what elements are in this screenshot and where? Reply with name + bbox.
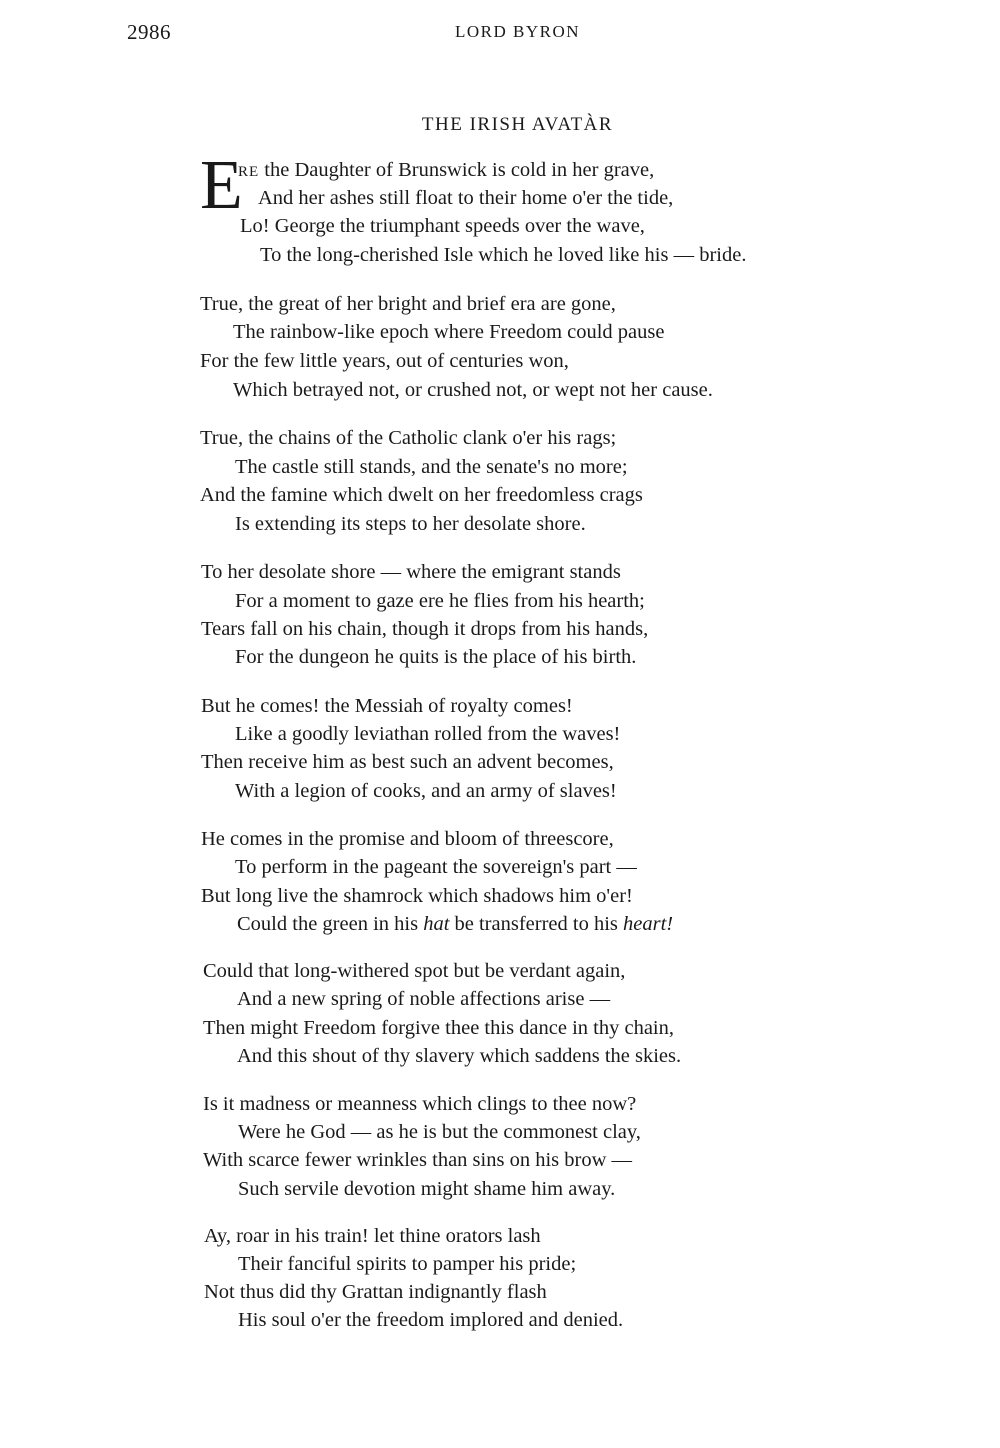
poem-line: Tears fall on his chain, though it drops from his hands, xyxy=(201,618,649,640)
poem-line: For a moment to gaze ere he flies from his hearth; xyxy=(235,590,645,612)
running-head: LORD BYRON xyxy=(454,22,581,41)
poem-line: And this shout of thy slavery which saddens the skies. xyxy=(237,1045,682,1067)
poem-line: His soul o'er the freedom implored and denied. xyxy=(238,1309,624,1331)
poem-line: Were he God — as he is but the commonest clay, xyxy=(238,1121,641,1143)
poem-line: He comes in the promise and bloom of threescore, xyxy=(201,828,614,850)
line-text: the Daughter of Brunswick is cold in her grave, xyxy=(259,159,655,181)
italic-word: heart! xyxy=(623,913,674,935)
poem-line: And a new spring of noble affections arise — xyxy=(237,988,611,1010)
poem-line xyxy=(238,156,654,186)
poem-line: Such servile devotion might shame him away. xyxy=(238,1178,616,1200)
poem-line: Their fanciful spirits to pamper his pride; xyxy=(238,1253,577,1275)
poem-line: And her ashes still float to their home o'er the tide, xyxy=(258,187,674,209)
poem-line: True, the great of her bright and brief era are gone, xyxy=(200,293,616,315)
poem-line: Like a goodly leviathan rolled from the waves! xyxy=(235,723,621,745)
page-number: 2986 xyxy=(127,20,171,44)
line-text: be transferred to his xyxy=(449,913,624,935)
poem-line: Ay, roar in his train! let thine orators lash xyxy=(204,1225,541,1247)
poem-line: Not thus did thy Grattan indignantly flash xyxy=(204,1281,547,1303)
poem-line: True, the chains of the Catholic clank o'er his rags; xyxy=(200,427,617,449)
poem-line: Lo! George the triumphant speeds over the wave, xyxy=(240,215,645,237)
poem-line: The rainbow-like epoch where Freedom could pause xyxy=(233,321,665,343)
poem-line: To the long-cherished Isle which he loved like his — bride. xyxy=(260,244,747,266)
poem-line: To perform in the pageant the sovereign's part — xyxy=(235,856,637,878)
poem-line: For the dungeon he quits is the place of his birth. xyxy=(235,646,637,668)
poem-line: For the few little years, out of centuries won, xyxy=(200,350,569,372)
poem-line: Is it madness or meanness which clings to thee now? xyxy=(203,1093,637,1115)
poem-line: To her desolate shore — where the emigrant stands xyxy=(201,561,621,583)
poem-line: But he comes! the Messiah of royalty comes! xyxy=(201,695,573,717)
drop-cap: E xyxy=(200,147,243,224)
poem-line: But long live the shamrock which shadows him o'er! xyxy=(201,885,633,907)
poem-line: With scarce fewer wrinkles than sins on his brow — xyxy=(203,1149,632,1171)
poem-line: Is extending its steps to her desolate shore. xyxy=(235,513,586,535)
first-word-small-caps: RE xyxy=(238,164,260,180)
italic-word: hat xyxy=(423,913,450,935)
poem-line: Then might Freedom forgive thee this dance in thy chain, xyxy=(203,1017,674,1039)
poem-title: THE IRISH AVATÀR xyxy=(421,114,614,135)
poem-line: The castle still stands, and the senate's no more; xyxy=(235,456,628,478)
line-text: Could the green in his xyxy=(237,913,424,935)
poem-line: Could that long-withered spot but be verdant again, xyxy=(203,960,626,982)
poem-line xyxy=(237,910,673,938)
poem-line: Which betrayed not, or crushed not, or wept not her cause. xyxy=(233,379,713,401)
poem-line: And the famine which dwelt on her freedomless crags xyxy=(200,484,643,506)
poem-line: With a legion of cooks, and an army of slaves! xyxy=(235,780,617,802)
poem-line: Then receive him as best such an advent becomes, xyxy=(201,751,614,773)
